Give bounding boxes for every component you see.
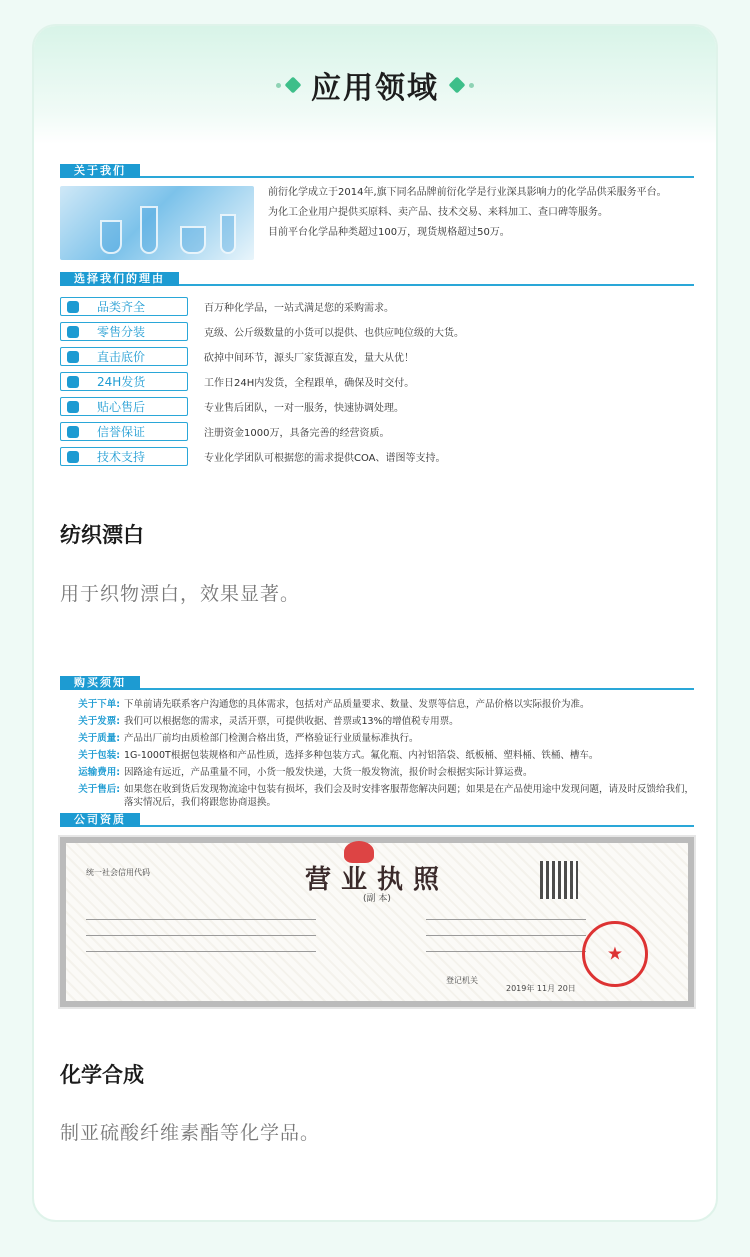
item-description: 用于织物漂白，效果显著。 (60, 583, 301, 605)
about-image (60, 164, 694, 492)
item-heading: 化学合成 (60, 1063, 144, 1087)
official-seal-icon: ★ (582, 921, 648, 987)
team-icon (67, 451, 79, 463)
mail-icon (67, 326, 79, 338)
section-header-notes: 购买须知 (60, 676, 694, 692)
reason-row: 品类齐全 百万种化学品，一站式满足您的采购需求。 (60, 294, 694, 319)
item-heading: 纺织漂白 (60, 523, 144, 547)
reason-row: 24H发货 工作日24H内发货，全程跟单，确保及时交付。 (60, 369, 694, 394)
reason-row: 技术支持 专业化学团队可根据您的需求提供COA、谱图等支持。 (60, 444, 694, 469)
card-header (34, 26, 716, 144)
right-decoration (451, 79, 474, 91)
reasons-list (60, 294, 694, 469)
about-text: 前衍化学成立于2014年,旗下同名品牌前衍化学是行业深具影响力的化学品供采服务平台。 为化工企业用户提供买原料、卖产品、技术交易、来料加工、查口碑等服务。 目前平台化学品种类超过100万，现货规格超过50万。 (268, 187, 667, 238)
left-decoration (276, 79, 299, 91)
chat-icon (67, 401, 79, 413)
lab-photo (60, 186, 254, 260)
reason-row: 信誉保证 注册资金1000万，具备完善的经营资质。 (60, 419, 694, 444)
item-description: 制亚硫酸纤维素酯等化学品。 (60, 1122, 321, 1144)
clock-icon (67, 376, 79, 388)
shield-icon (67, 351, 79, 363)
page-title: 应用领域 (311, 71, 439, 106)
grid-icon (67, 301, 79, 313)
section-header-about: 关于我们 (60, 164, 694, 180)
qr-code-icon (540, 861, 578, 899)
badge-icon (67, 426, 79, 438)
notes-image (60, 676, 694, 1034)
business-license: 营业执照 (副 本) 统一社会信用代码 登记机关 2019年 11月 20日 ★ (60, 837, 694, 1007)
reason-row: 零售分装 克级、公斤级数量的小货可以提供、也供应吨位级的大货。 (60, 319, 694, 344)
reason-row: 直击底价 砍掉中间环节，源头厂家货源直发，量大从优！ (60, 344, 694, 369)
notes-list: 关于下单: 下单前请先联系客户沟通您的具体需求，包括对产品质量要求、数量、发票等信息，产品价格以实际报价为准。 关于发票: 我们可以根据您的需求，灵活开票，可提供收据、普票或13%的增值税专用票。 关于质量: 产品出厂前均由质检部门检测合格出货，严格验证行业质量标准执行。 关于包装: 1G-1000T根据包装规格和产品性质，选择多种包装方式。氟化瓶、内衬铝箔袋、纸板桶、塑料桶、铁桶、槽车。 运输费用: 因路途有远近，产品重量不同，小货一般发快递，大货一般发物流，报价时会根据实际计算运费。 关于售后: 如果您在收到货后发现物流途中包装有损坏，我们会及时安排客服帮您解决问题；如果是在产品使用途中发现问题，请及时反馈给我们，落实情况后，我们将跟您协商退换。 (78, 699, 695, 808)
section-header-license: 公司资质 (60, 813, 694, 829)
content-card (32, 24, 718, 1222)
reason-row: 贴心售后 专业售后团队，一对一服务，快速协调处理。 (60, 394, 694, 419)
section-header-reasons: 选择我们的理由 (60, 272, 694, 288)
